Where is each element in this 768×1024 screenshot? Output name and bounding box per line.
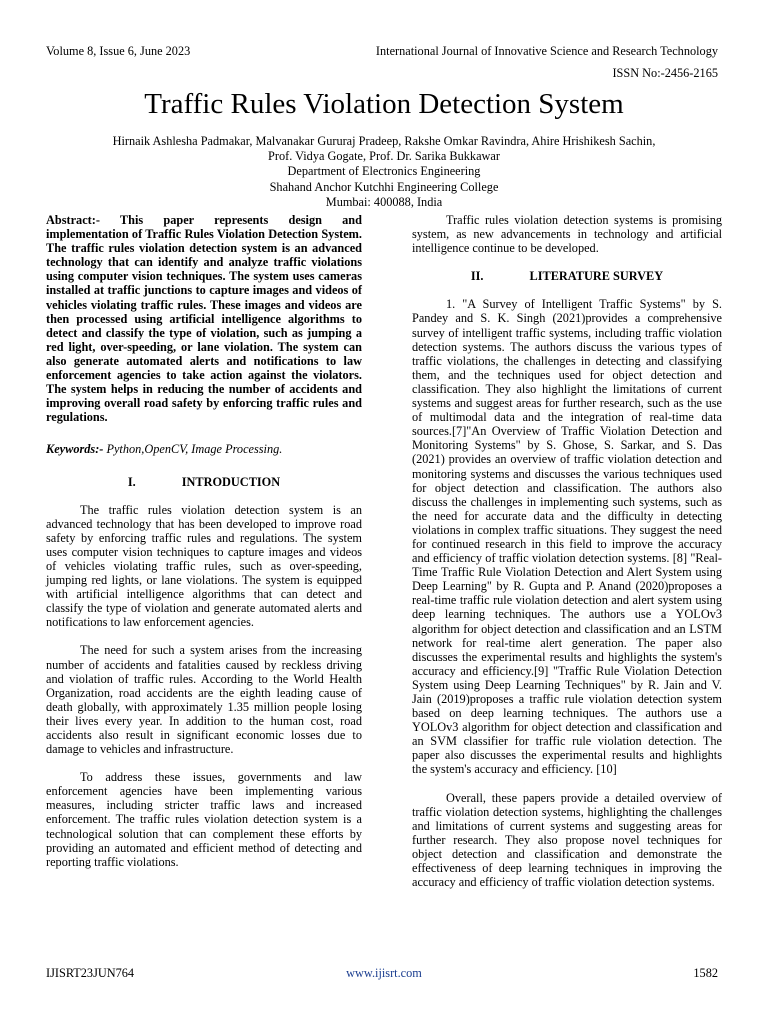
authors-line-1: Hirnaik Ashlesha Padmakar, Malvanakar Gururaj Pradeep, Rakshe Omkar Ravindra, Ahire Hrishikesh Sachin,: [112, 134, 656, 148]
keywords-value: Python,OpenCV, Image Processing.: [103, 442, 283, 457]
section-heading-introduction: [46, 475, 362, 489]
keywords: [46, 442, 362, 456]
header-issn: ISSN No:-2456-2165: [612, 66, 718, 80]
header-journal-name: International Journal of Innovative Science and Research Technology: [375, 44, 718, 58]
intro-paragraph-4: Traffic rules violation detection systems is promising system, as new advancements in technology and artificial intelligence continue to be developed.: [412, 213, 722, 256]
footer-paper-id: IJISRT23JUN764: [46, 966, 135, 980]
paper-title: Traffic Rules Violation Detection System: [144, 88, 624, 120]
abstract: Abstract:- This paper represents design and implementation of Traffic Rules Violation Detection System. The traffic rules violation detection system is an advanced technology that can identify and analyze traffic violations using computer vision techniques. The system uses cameras installed at traffic junctions to capture images and videos of vehicles violating traffic rules. These images and videos are then processed using artificial intelligence algorithms to detect and classify the type of violation, such as jumping a red light, over-speeding, or lane violation. The system can also generate automated alerts and notifications to law enforcement agencies to take action against the violators. The system helps in reducing the number of accidents and improving overall road safety by enforcing traffic rules and regulations.: [46, 213, 362, 425]
keywords-label: Keywords:-: [46, 442, 104, 457]
intro-paragraph-1: The traffic rules violation detection system is an advanced technology that has been developed to improve road safety by enforcing traffic rules and regulations. The system uses computer vision techniques to capture images and videos of vehicles violating traffic rules, such as over-speeding, jumping red lights, or lane violations. The system is equipped with artificial intelligence algorithms that can detect and classify the type of violation and generate automated alerts and notifications to law enforcement agencies.: [46, 502, 362, 630]
college: Shahand Anchor Kutchhi Engineering College: [269, 179, 499, 194]
right-column: [412, 213, 722, 903]
section-heading-literature-survey: [412, 269, 722, 283]
section-title: LITERATURE SURVEY: [529, 269, 664, 284]
footer-page-number: 1582: [693, 966, 718, 980]
authors-line-2: Prof. Vidya Gogate, Prof. Dr. Sarika Bukkawar: [268, 149, 500, 164]
footer-website-link[interactable]: www.ijisrt.com: [346, 966, 422, 980]
department: Department of Electronics Engineering: [287, 164, 481, 179]
left-column: [46, 213, 362, 883]
header-volume: Volume 8, Issue 6, June 2023: [46, 44, 191, 58]
section-number: I.: [127, 474, 136, 489]
intro-paragraph-2: The need for such a system arises from the increasing number of accidents and fatalities caused by reckless driving and violation of traffic rules. According to the World Health Organization, road accidents are the eighth leading cause of death globally, with approximately 1.35 million people losing their lives every year. In addition to the human cost, road accidents also result in significant economic losses due to damage to vehicles and infrastructure.: [46, 643, 362, 757]
intro-paragraph-3: To address these issues, governments and law enforcement agencies have been implementing various measures, including stricter traffic laws and increased enforcement. The traffic rules violation detection system is a technological solution that can complement these efforts by providing an automated and efficient method of detecting and reporting traffic violations.: [46, 770, 362, 869]
survey-paragraph-2: Overall, these papers provide a detailed overview of traffic violation detection systems, highlighting the challenges and limitations of current systems and suggesting areas for further research. They also propose novel techniques for object detection and classification and demonstrate the effectiveness of deep learning techniques in improving the accuracy and efficiency of traffic violation detection systems.: [412, 790, 722, 890]
author-block: [60, 134, 708, 210]
location: Mumbai: 400088, India: [325, 194, 443, 209]
section-number: II.: [470, 269, 484, 284]
section-title: INTRODUCTION: [181, 474, 281, 489]
survey-paragraph-1: 1. "A Survey of Intelligent Traffic Systems" by S. Pandey and S. K. Singh (2021)provides a comprehensive survey of intelligent traffic systems, including traffic violation detection systems. The authors discuss the various types of traffic violations, the challenges in detecting and classifying them, and the techniques used for object detection and classification. They also highlight the limitations of current systems and suggest areas for further research, such as the use of multimodal data and the integration of real-time data sources.[7]"An Overview of Traffic Violation Detection and Monitoring Systems" by S. Ghose, S. Sarkar, and S. Das (2021) provides an overview of traffic violation detection and monitoring systems and discusses the various techniques used for object detection and classification. The authors also discuss the challenges in implementing such systems, such as the need for accurate data and the difficulty in detecting violations in complex traffic situations. They suggest the need for continued research in this field to improve the accuracy and efficiency of traffic violation detection systems. [8] "Real-Time Traffic Rule Violation Detection and Alert System using Deep Learning" by R. Gupta and P. Anand (2020)proposes a real-time traffic rule violation detection and alert system using deep learning techniques. The authors use a YOLOv3 algorithm for object detection and classification and an LSTM network for real-time alert generation. The paper also discusses the experimental results and highlights the system's accuracy and efficiency.[9] "Traffic Rule Violation Detection System using Deep Learning Techniques" by R. Jain and V. Jain (2019)proposes a traffic rule violation detection system based on deep learning techniques. The authors use a YOLOv3 algorithm for object detection and classification and an SVM classifier for traffic rule violation detection. The paper also discusses the experimental results and highlights the system's accuracy and efficiency. [10]: [412, 297, 722, 777]
